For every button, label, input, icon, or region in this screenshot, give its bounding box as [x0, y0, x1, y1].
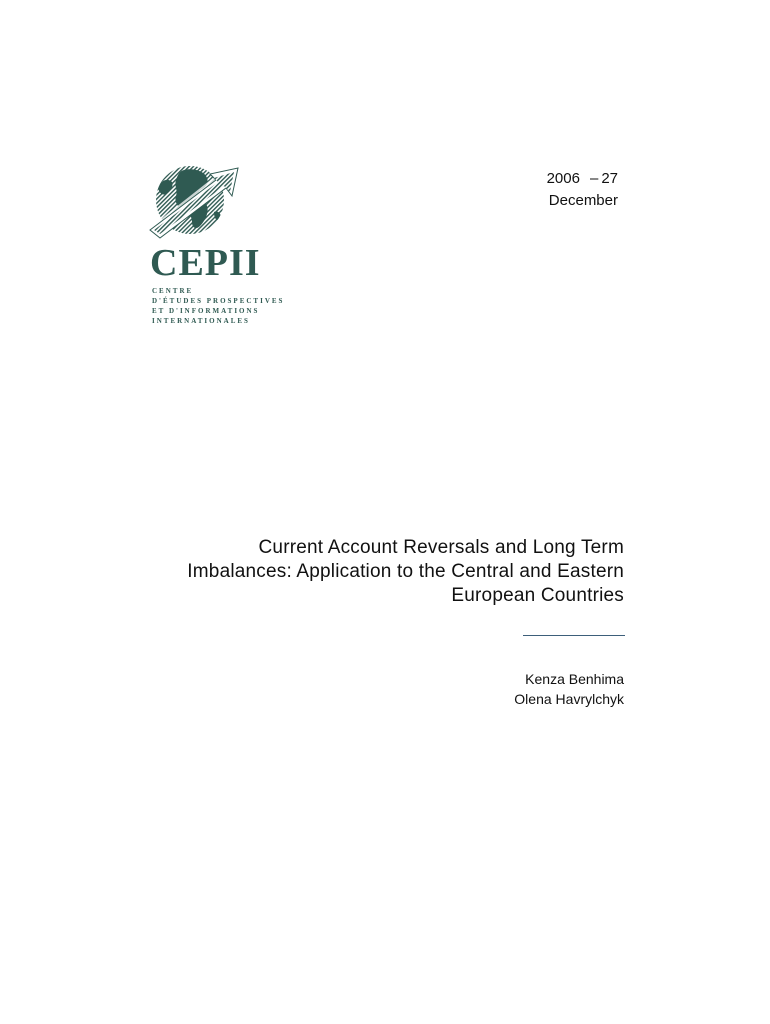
logo-tagline-line: CENTRE	[152, 287, 194, 295]
issue-number: 27	[601, 170, 618, 187]
globe-arrow-icon	[148, 160, 248, 240]
issue-info	[547, 168, 618, 212]
cepii-logo	[148, 160, 285, 340]
title-divider	[523, 635, 625, 636]
issue-year: 2006	[546, 170, 580, 187]
paper-title	[104, 536, 624, 608]
logo-tagline-line: ET D'INFORMATIONS	[152, 307, 260, 315]
logo-tagline-line: INTERNATIONALES	[152, 317, 250, 325]
issue-separator: –	[589, 170, 599, 187]
issue-number-line	[547, 168, 618, 190]
author-name: Kenza Benhima	[525, 671, 624, 687]
paper-title-line: Imbalances: Application to the Central and Eastern	[187, 561, 624, 582]
issue-month: December	[548, 192, 618, 209]
logo-tagline-line: D'ÉTUDES PROSPECTIVES	[152, 297, 285, 305]
logo-tagline	[152, 286, 285, 326]
paper-title-line: Current Account Reversals and Long Term	[258, 537, 624, 558]
author-list	[514, 669, 624, 709]
logo-wordmark: CEPII	[150, 242, 261, 284]
author-name: Olena Havrylchyk	[514, 691, 624, 707]
paper-title-line: European Countries	[451, 585, 624, 606]
